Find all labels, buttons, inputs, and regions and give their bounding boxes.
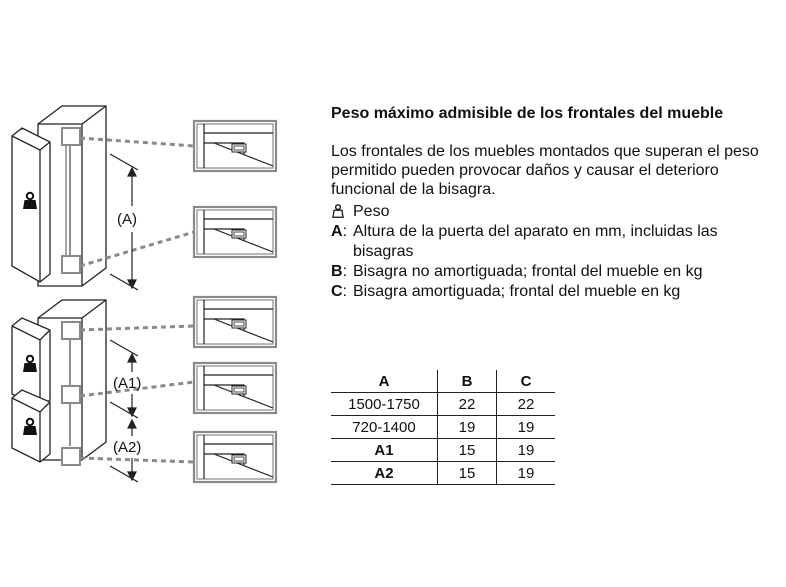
lower-appliance xyxy=(12,300,106,462)
table-cell: A1 xyxy=(331,439,438,462)
legend-item-weight xyxy=(331,202,773,222)
legend-key xyxy=(331,282,353,302)
legend-key-letter: A xyxy=(331,223,343,240)
column-header-a: A xyxy=(331,370,438,393)
legend-item-c xyxy=(331,282,773,302)
legend-text: Bisagra no amortiguada; frontal del mueble en kg xyxy=(353,263,703,280)
legend-key-separator: : xyxy=(342,283,348,300)
legend-key-separator: : xyxy=(342,223,348,240)
table-cell: 720-1400 xyxy=(331,416,438,439)
legend-key-letter: C xyxy=(331,283,343,300)
column-header-c: C xyxy=(497,370,556,393)
hinge-marker xyxy=(62,322,80,339)
legend-key-separator: : xyxy=(342,263,348,280)
legend-key xyxy=(331,222,353,262)
table-cell: 19 xyxy=(497,462,556,485)
table-cell: A2 xyxy=(331,462,438,485)
legend-key-letter: B xyxy=(331,263,343,280)
table-row xyxy=(331,462,555,485)
hinge-detail-box xyxy=(194,121,276,171)
table-cell: 22 xyxy=(438,393,497,416)
weight-table xyxy=(331,370,555,485)
dimension-label-a1: (A1) xyxy=(113,375,142,392)
table-header-row xyxy=(331,370,555,393)
hinge-marker xyxy=(62,256,80,273)
hinge-detail-box xyxy=(194,363,276,413)
table-row xyxy=(331,439,555,462)
upper-appliance xyxy=(12,106,106,286)
table-cell: 19 xyxy=(497,416,556,439)
hinge-marker xyxy=(62,386,80,403)
table-cell: 15 xyxy=(438,439,497,462)
dimension-label-a2: (A2) xyxy=(113,439,142,456)
hinge-marker xyxy=(62,128,80,145)
table-cell: 22 xyxy=(497,393,556,416)
hinge-detail-box xyxy=(194,432,276,482)
table-cell: 1500-1750 xyxy=(331,393,438,416)
legend xyxy=(331,202,773,302)
hinge-marker xyxy=(62,448,80,465)
description-paragraph: Los frontales de los muebles montados que superan el peso permitido pueden provocar daños y causar el deterioro funcional de la bisagra. xyxy=(331,143,759,198)
hinge-detail-box xyxy=(194,297,276,347)
legend-key xyxy=(331,202,353,222)
legend-text: Peso xyxy=(353,203,390,220)
legend-text: Bisagra amortiguada; frontal del mueble en kg xyxy=(353,283,681,300)
section-title: Peso máximo admisible de los frontales del mueble xyxy=(331,105,724,122)
hinge-detail-box xyxy=(194,207,276,257)
table-cell: 19 xyxy=(497,439,556,462)
table-cell: 15 xyxy=(438,462,497,485)
legend-item-a xyxy=(331,222,773,262)
legend-text: Altura de la puerta del aparato en mm, incluidas las bisagras xyxy=(353,223,718,260)
installation-diagram xyxy=(0,0,330,587)
column-header-b: B xyxy=(438,370,497,393)
dimension-label-a: (A) xyxy=(117,211,137,228)
legend-item-b xyxy=(331,262,773,282)
weight-icon xyxy=(331,204,345,218)
legend-key xyxy=(331,262,353,282)
table-row xyxy=(331,393,555,416)
table-cell: 19 xyxy=(438,416,497,439)
table-row xyxy=(331,416,555,439)
